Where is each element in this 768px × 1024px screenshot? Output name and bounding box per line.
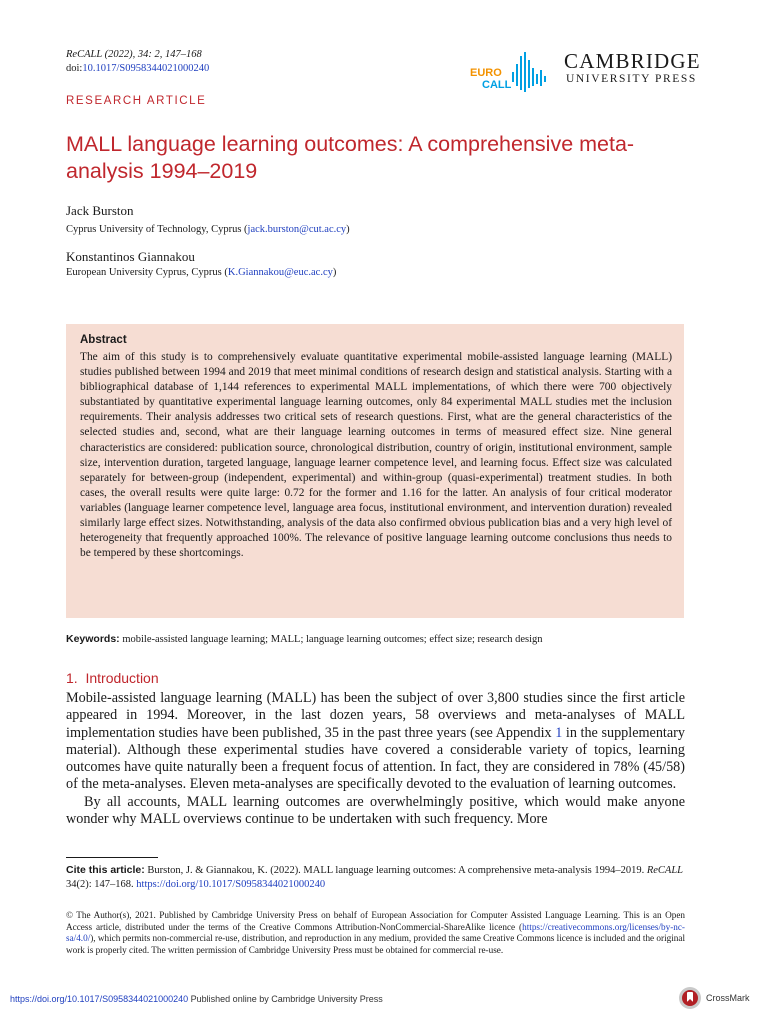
body-text	[66, 690, 685, 828]
abstract-text: The aim of this study is to comprehensively evaluate quantitative experimental mobile-assisted language learning (MALL) studies published between 1994 and 2019 that meet minimal conditions of research design and statistical analysis. Starting with a bibliographical database of 1,144 references to experimental MALL implementations, of which there were 700 objectively substantiated by quantitative experimental language learning outcomes, only 84 experimental MALL studies met the inclusion requirements. Their analysis addresses two critical sets of research questions. First, what are the general characteristics of the selected studies and, second, what are their language learning outcomes in terms of measured effect size. Nine general characteristics are considered: publication source, chronological distribution, country of origin, institutional environment, sample size, intervention duration, targeted language, language learner competence level, and learning focus. Effect size was calculated separately for between-group (independent, experimental) and within-group (quasi-experimental) treatment studies. In both cases, the overall results were quite large: 0.72 for the former and 1.16 for the latter. An analysis of four critical moderator variables (language learner competence level, language area focus, institutional environment, and intervention duration) revealed similarly large effect sizes. Notwithstanding, analysis of the data also confirmed obvious publication bias and a very high level of heterogeneity that frequently approached 100%. The relevance of positive language learning outcome conclusions thus needs to be tempered by these shortcomings.	[80, 351, 672, 560]
eurocall-logo	[468, 50, 550, 96]
keywords	[66, 633, 696, 645]
author-email-link[interactable]: K.Giannakou@euc.ac.cy	[227, 267, 333, 278]
body-paragraph: By all accounts, MALL learning outcomes are overwhelmingly positive, which would make anyone wonder why MALL overviews continue to be undertaken with such frequency. More	[66, 793, 685, 828]
crossmark-badge[interactable]	[678, 986, 758, 1012]
author-affiliation: European University Cyprus, Cyprus (K.Giannakou@euc.ac.cy)	[66, 267, 337, 278]
svg-text:EURO: EURO	[470, 67, 502, 79]
cambridge-wordmark: CAMBRIDGE	[564, 49, 701, 73]
license-link[interactable]: https://creativecommons.org/licenses/by-nc-sa/4.0/	[66, 921, 685, 943]
author-name: Konstantinos Giannakou	[66, 249, 195, 264]
cambridge-logo	[564, 50, 701, 86]
keywords-text: mobile-assisted language learning; MALL; language learning outcomes; effect size; research design	[122, 634, 543, 645]
cite-doi-link[interactable]: https://doi.org/10.1017/S0958344021000240	[136, 879, 326, 890]
author-affiliation: Cyprus University of Technology, Cyprus (jack.burston@cut.ac.cy)	[66, 224, 350, 235]
author-email-link[interactable]: jack.burston@cut.ac.cy	[247, 224, 347, 235]
crossmark-label: CrossMark	[706, 993, 750, 1003]
crossmark-icon	[678, 986, 702, 1010]
abstract-heading: Abstract	[80, 334, 127, 346]
appendix-link[interactable]: 1	[555, 724, 563, 741]
abstract-box	[66, 324, 684, 618]
journal-citation: ReCALL (2022), 34: 2, 147–168	[66, 49, 202, 60]
license-notice: © The Author(s), 2021. Published by Cambridge University Press on behalf of European Association for Computer Assisted Language Learning. This is an Open Access article, distributed under the terms of the Creative Commons Attribution-NonCommercial-ShareAlike licence (https://creativecommons.org/licenses/by-nc-sa/4.0/), which permits non-commercial re-use, distribution, and reproduction in any medium, provided the same Creative Commons licence is included and the original work is properly cited. The written permission of Cambridge University Press must be obtained for commercial re-use.	[66, 910, 685, 955]
page-footer: https://doi.org/10.1017/S0958344021000240 Published online by Cambridge University Press	[10, 994, 383, 1004]
journal-header	[66, 48, 209, 76]
author-name: Jack Burston	[66, 203, 134, 218]
cite-this-article: Cite this article: Burston, J. & Giannakou, K. (2022). MALL language learning outcomes: A comprehensive meta-analysis 1994–2019. ReCALL 34(2): 147–168. https://doi.org/10.1017/S0958344021000240	[66, 864, 684, 890]
article-title: MALL language learning outcomes: A comprehensive meta-analysis 1994–2019	[66, 132, 635, 183]
svg-text:CALL: CALL	[482, 79, 512, 91]
footnote-divider	[66, 857, 158, 858]
section-heading: 1. Introduction	[66, 670, 159, 686]
article-type-label: RESEARCH ARTICLE	[66, 95, 207, 107]
footer-doi-link[interactable]: https://doi.org/10.1017/S0958344021000240	[10, 994, 189, 1004]
journal-doi-link[interactable]: 10.1017/S0958344021000240	[82, 63, 210, 74]
cite-label: Cite this article:	[66, 864, 145, 876]
publisher-logos	[468, 44, 701, 100]
keywords-label: Keywords:	[66, 633, 120, 645]
body-paragraph: Mobile-assisted language learning (MALL) has been the subject of over 3,800 studies since the first article appeared in 1994. Moreover, in the last dozen years, 58 overviews and meta-analyses of MALL implementation studies have been published, 35 in the past three years (see Appendix 1 in the supplementary material). Although these experimental studies have covered a considerable variety of topics, learning outcomes have quite naturally been a frequent focus of attention. In fact, they are considered in 78% (45/58) of the meta-analyses. Eleven meta-analyses are specifically devoted to the evaluation of learning outcomes.	[66, 690, 685, 793]
journal-doi-line: doi:10.1017/S0958344021000240	[66, 63, 210, 74]
university-press-wordmark: UNIVERSITY PRESS	[566, 73, 697, 85]
